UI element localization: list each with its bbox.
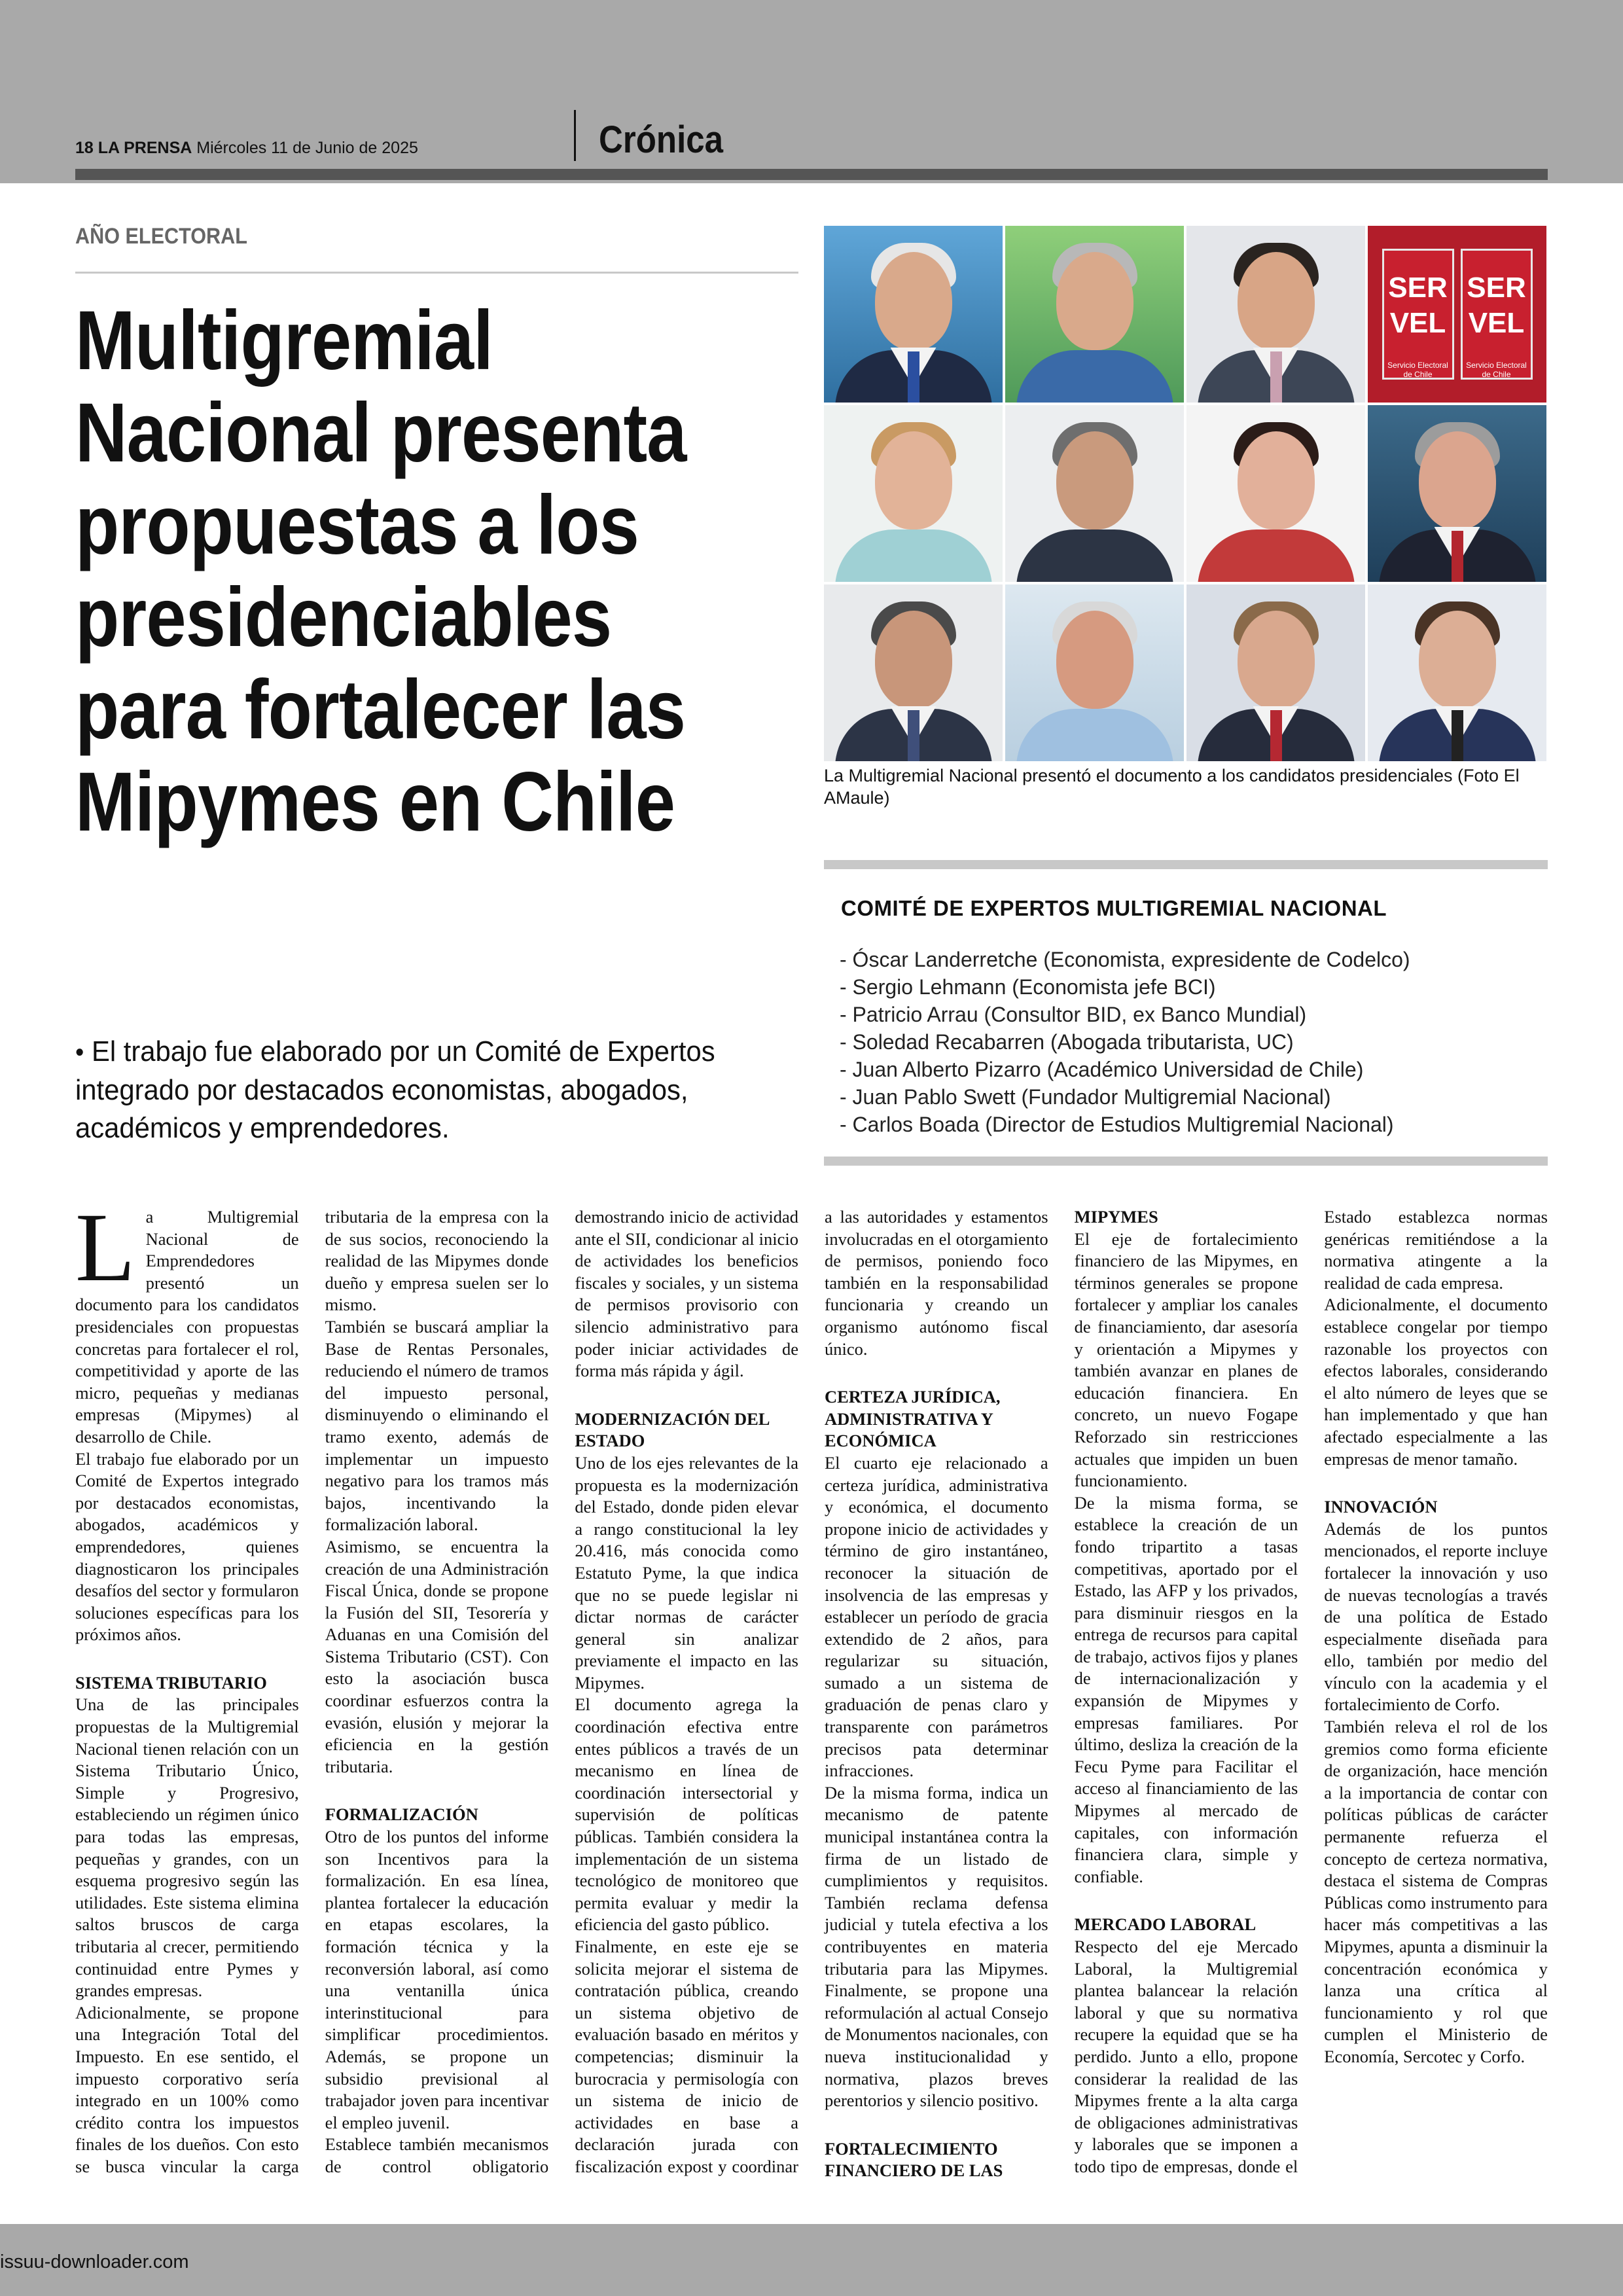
- candidate-portrait: [1005, 405, 1184, 582]
- body-paragraph: Además de los puntos mencionados, el reporte incluye fortalecer la innovación y uso de nuevas tecnologías a través de una política de Estado especialmente diseñada para ello, también por medio del vínculo con la academia y el fortalecimiento de Corfo.: [1324, 1518, 1548, 1715]
- sidebar-bottom-rule: [824, 1157, 1548, 1166]
- photo-caption: La Multigremial Nacional presentó el documento a los candidatos presidenciales (Foto El AMaule): [824, 766, 1520, 808]
- candidate-portrait: [1368, 405, 1546, 582]
- deck-text: El trabajo fue elaborado por un Comité de Expertos integrado por destacados economistas, abogados, académicos y emprendedores.: [75, 1035, 715, 1144]
- expert-item: - Patricio Arrau (Consultor BID, ex Banco Mundial): [840, 1003, 1307, 1026]
- servel-sign: SER VEL Servicio Electoral de Chile: [1382, 249, 1454, 380]
- expert-item: - Juan Alberto Pizarro (Académico Universidad de Chile): [840, 1058, 1364, 1081]
- body-paragraph: El eje de fortalecimiento financiero de las Mipymes, en términos generales se propone fortalecer y ampliar los canales de financiamiento, dar asesoría y orientación a Mipymes y también avanzar en planes de educación financiera. En concreto, un nuevo Fogape Reforzado sin restricciones actuales que impiden un buen funcionamiento.: [1074, 1229, 1298, 1491]
- body-paragraph: De la misma forma, se establece la creación de un fondo tripartito a tasas competitivas, aportado por el Estado, las AFP y los privados, para disminuir riesgos en la entrega de recursos para capital de trabajo, activos fijos y planes de internacionalización y expansión de Mipymes y empresas familiares. Por último, desliza la creación de la Fecu Pyme para Facilitar el acceso al financiamiento de las Mipymes al mercado de capitales, con información financiera clara, simple y confiable.: [1074, 1492, 1298, 1886]
- candidate-portrait: [1005, 226, 1184, 403]
- expert-item: - Sergio Lehmann (Economista jefe BCI): [840, 975, 1216, 999]
- expert-item: - Soledad Recabarren (Abogada tributarista, UC): [840, 1030, 1294, 1054]
- body-paragraph: Uno de los ejes relevantes de la propuesta es la modernización del Estado, donde piden elevar a rango constitucional la ley 20.416, más conocida como Estatuto Pyme, la que indica que no se puede legislar ni dictar normas de carácter general sin analizar previamente el impacto en las Mipymes.: [575, 1452, 798, 1693]
- article-headline: Multigremial Nacional presenta propuestas a los presidenciables para fortalecer las Mipymes en Chile: [75, 294, 687, 849]
- body-paragraph: Respecto del eje Mercado Laboral, la Multigremial plantea balancear la relación laboral y que su normativa recupere la equidad que se ha perdido. Junto a ello, propone considerar la realidad de las Mipymes frente a la alta carga de obligaciones administrativas y laborales que se imponen a todo tipo de empresas, donde el Estado establezca normas genéricas remitiéndose a la normativa atingente a la realidad de cada empresa.: [1074, 1207, 1548, 2176]
- subhead-laboral: MERCADO LABORAL: [1074, 1914, 1257, 1935]
- page-number: 18: [75, 139, 94, 157]
- article-kicker: AÑO ELECTORAL: [75, 224, 247, 249]
- subhead-innovacion: INNOVACIÓN: [1324, 1497, 1438, 1517]
- candidate-portrait: [824, 405, 1003, 582]
- subhead-tributario: SISTEMA TRIBUTARIO: [75, 1672, 267, 1693]
- servel-photo: [1368, 226, 1546, 403]
- section-name: Crónica: [599, 118, 724, 161]
- candidate-portrait: [824, 584, 1003, 761]
- body-paragraph: El documento agrega la coordinación efectiva entre entes públicos a través de un mecanismo en línea de coordinación intersectorial y supervisión de políticas públicas. También considera la implementación de un sistema tecnológico de monitoreo que permita evaluar y medir la eficiencia del gasto público.: [575, 1695, 798, 1935]
- sidebar-title: COMITÉ DE EXPERTOS MULTIGREMIAL NACIONAL: [841, 896, 1387, 920]
- candidate-portrait: [1186, 584, 1365, 761]
- body-paragraph: De la misma forma, indica un mecanismo de patente municipal instantánea contra la firma de un listado de cumplimientos y requisitos. También reclama defensa judicial y tutela efectiva a los contribuyentes en materia tributaria para las Mipymes. Finalmente, se propone una reformulación al actual Consejo de Monumentos nacionales, con nueva institucionalidad y normativa, plazos breves perentorios y silencio positivo.: [824, 1782, 1048, 2111]
- body-paragraph: También se buscará ampliar la Base de Rentas Personales, reduciendo el número de tramos del impuesto personal, disminuyendo o eliminando el tramo exento, además de implementar un impuesto negativo para los tramos más bajos, incentivando la formalización laboral.: [325, 1316, 549, 1535]
- deck-bullet: •: [75, 1038, 84, 1067]
- page-folio: [75, 139, 418, 158]
- candidate-portrait: [1005, 584, 1184, 761]
- candidate-portrait: [1368, 584, 1546, 761]
- drop-cap: L: [75, 1193, 135, 1302]
- body-paragraph: También releva el rol de los gremios como forma eficiente de organización, hace mención a la importancia de contar con políticas públicas de carácter permanente refuerza el concepto de certeza normativa, destaca el sistema de Compras Públicas como instrumento para hacer más competitivas a las Mipymes, apunta a disminuir la concentración económica y lanza una crítica al funcionamiento y rol que cumplen el Ministerio de Economía, Sercotec y Corfo.: [1324, 1717, 1548, 2066]
- page-footer-band: [0, 2224, 1623, 2296]
- subhead-modernizacion: MODERNIZACIÓN DEL ESTADO: [575, 1408, 770, 1451]
- candidates-photo-collage: [824, 226, 1548, 761]
- header-rule: [75, 169, 1548, 180]
- header-divider: [574, 110, 576, 161]
- body-paragraph: El trabajo fue elaborado por un Comité de Expertos integrado por destacados economistas, abogados, académicos y emprendedores, quienes diagnosticaron los principales desafíos del sector y formularon soluciones específicas para los próximos años.: [75, 1448, 299, 1645]
- expert-list: [840, 946, 1410, 1138]
- body-paragraph: Establece también mecanismos de control obligatorio demostrando inicio de actividad ante el SII, condicionar al inicio de actividades los beneficios fiscales y sociales, y un sistema de permisos provisorio con silencio administrativo para poder iniciar actividades de forma más rápida y ágil.: [325, 1207, 798, 2176]
- subhead-certeza: CERTEZA JURÍDICA, ADMINISTRATIVA Y ECONÓMICA: [824, 1387, 1001, 1451]
- expert-item: - Juan Pablo Swett (Fundador Multigremial Nacional): [840, 1085, 1331, 1109]
- publication-name: LA PRENSA: [98, 139, 192, 157]
- body-paragraph: Asimismo, se encuentra la creación de una Administración Fiscal Única, donde se propone la Fusión del SII, Tesorería y Aduanas en una Comisión del Sistema Tributario (CST). Con esto la asociación busca coordinar esfuerzos contra la evasión, elusión y mejorar la eficiencia en la gestión tributaria.: [325, 1536, 549, 1776]
- expert-item: - Carlos Boada (Director de Estudios Multigremial Nacional): [840, 1113, 1394, 1136]
- body-paragraph: Adicionalmente, se propone una Integración Total del Impuesto. En ese sentido, el impuesto corporativo sería integrado en un 100% como crédito contra los impuestos finales de los dueños. Con esto se busca vincular la carga tributaria de la empresa con la de sus socios, reconociendo la realidad de las Mipymes donde dueño y empresa suelen ser lo mismo.: [75, 1207, 549, 2176]
- lead-paragraph: La Multigremial Nacional de Emprendedores presentó un documento para los candidatos presidenciales con propuestas concretas para fortalecer el rol, competitividad y aporte de las micro, pequeñas y medianas empresas (Mipymes) al desarrollo de Chile.: [75, 1193, 299, 1446]
- subhead-financiero: FORTALECIMIENTO FINANCIERO DE LAS MIPYMES: [824, 1207, 1158, 2181]
- body-paragraph: El cuarto eje relacionado a certeza jurídica, administrativa y económica, el documento propone inicio de actividades y término de giro instantáneo, reconocer la situación de insolvencia de las empresas y establecer un período de gracia extendido de 2 años, para regularizar su situación, sumado a un sistema de graduación de penas claro y transparente con parámetros precisos pata determinar infracciones.: [824, 1452, 1048, 1781]
- body-paragraph: Adicionalmente, el documento establece congelar por tiempo razonable los proyectos con efectos laborales, considerando el alto número de leyes que se han implementado y que han afectado especialmente a las empresas de menor tamaño.: [1324, 1295, 1548, 1469]
- publication-date: Miércoles 11 de Junio de 2025: [196, 139, 418, 157]
- body-paragraph: Otro de los puntos del informe son Incentivos para la formalización. En esa línea, plantea fortalecer la educación en etapas escolares, la formación técnica y la reconversión laboral, así como una ventanilla única interinstitucional para simplificar procedimientos. Además, se propone un subsidio previsional al trabajador joven para incentivar el empleo juvenil.: [325, 1827, 549, 2132]
- article-body: [75, 1193, 1548, 2188]
- kicker-rule: [75, 272, 798, 274]
- article-deck: [75, 1033, 772, 1147]
- watermark: issuu-downloader.com: [0, 2251, 189, 2272]
- expert-item: - Óscar Landerretche (Economista, expresidente de Codelco): [840, 948, 1410, 971]
- servel-sign: SER VEL Servicio Electoral de Chile: [1461, 249, 1533, 380]
- candidate-portrait: [1186, 405, 1365, 582]
- candidate-portrait: [1186, 226, 1365, 403]
- subhead-formalizacion: FORMALIZACIÓN: [325, 1804, 478, 1825]
- sidebar-top-rule: [824, 860, 1548, 869]
- candidate-portrait: [824, 226, 1003, 403]
- body-paragraph: Una de las principales propuestas de la Multigremial Nacional tienen relación con un Sistema Tributario Único, Simple y Progresivo, estableciendo un régimen único para todas las empresas, pequeñas y grandes, con un esquema progresivo según las utilidades. Este sistema elimina saltos bruscos de carga tributaria al crecer, permitiendo continuidad entre Pymes y grandes empresas.: [75, 1695, 299, 2001]
- body-paragraph: Finalmente, en este eje se solicita mejorar el sistema de contratación pública, creando un sistema objetivo de evaluación basado en méritos y competencias; disminuir la burocracia y permisología con un sistema de inicio de actividades en base a declaración jurada con fiscalización expost y coordinar a las autoridades y estamentos involucradas en el otorgamiento de permisos, poniendo foco también en la responsabilidad funcionaria y creando un organismo autónomo fiscal único.: [575, 1207, 1048, 2176]
